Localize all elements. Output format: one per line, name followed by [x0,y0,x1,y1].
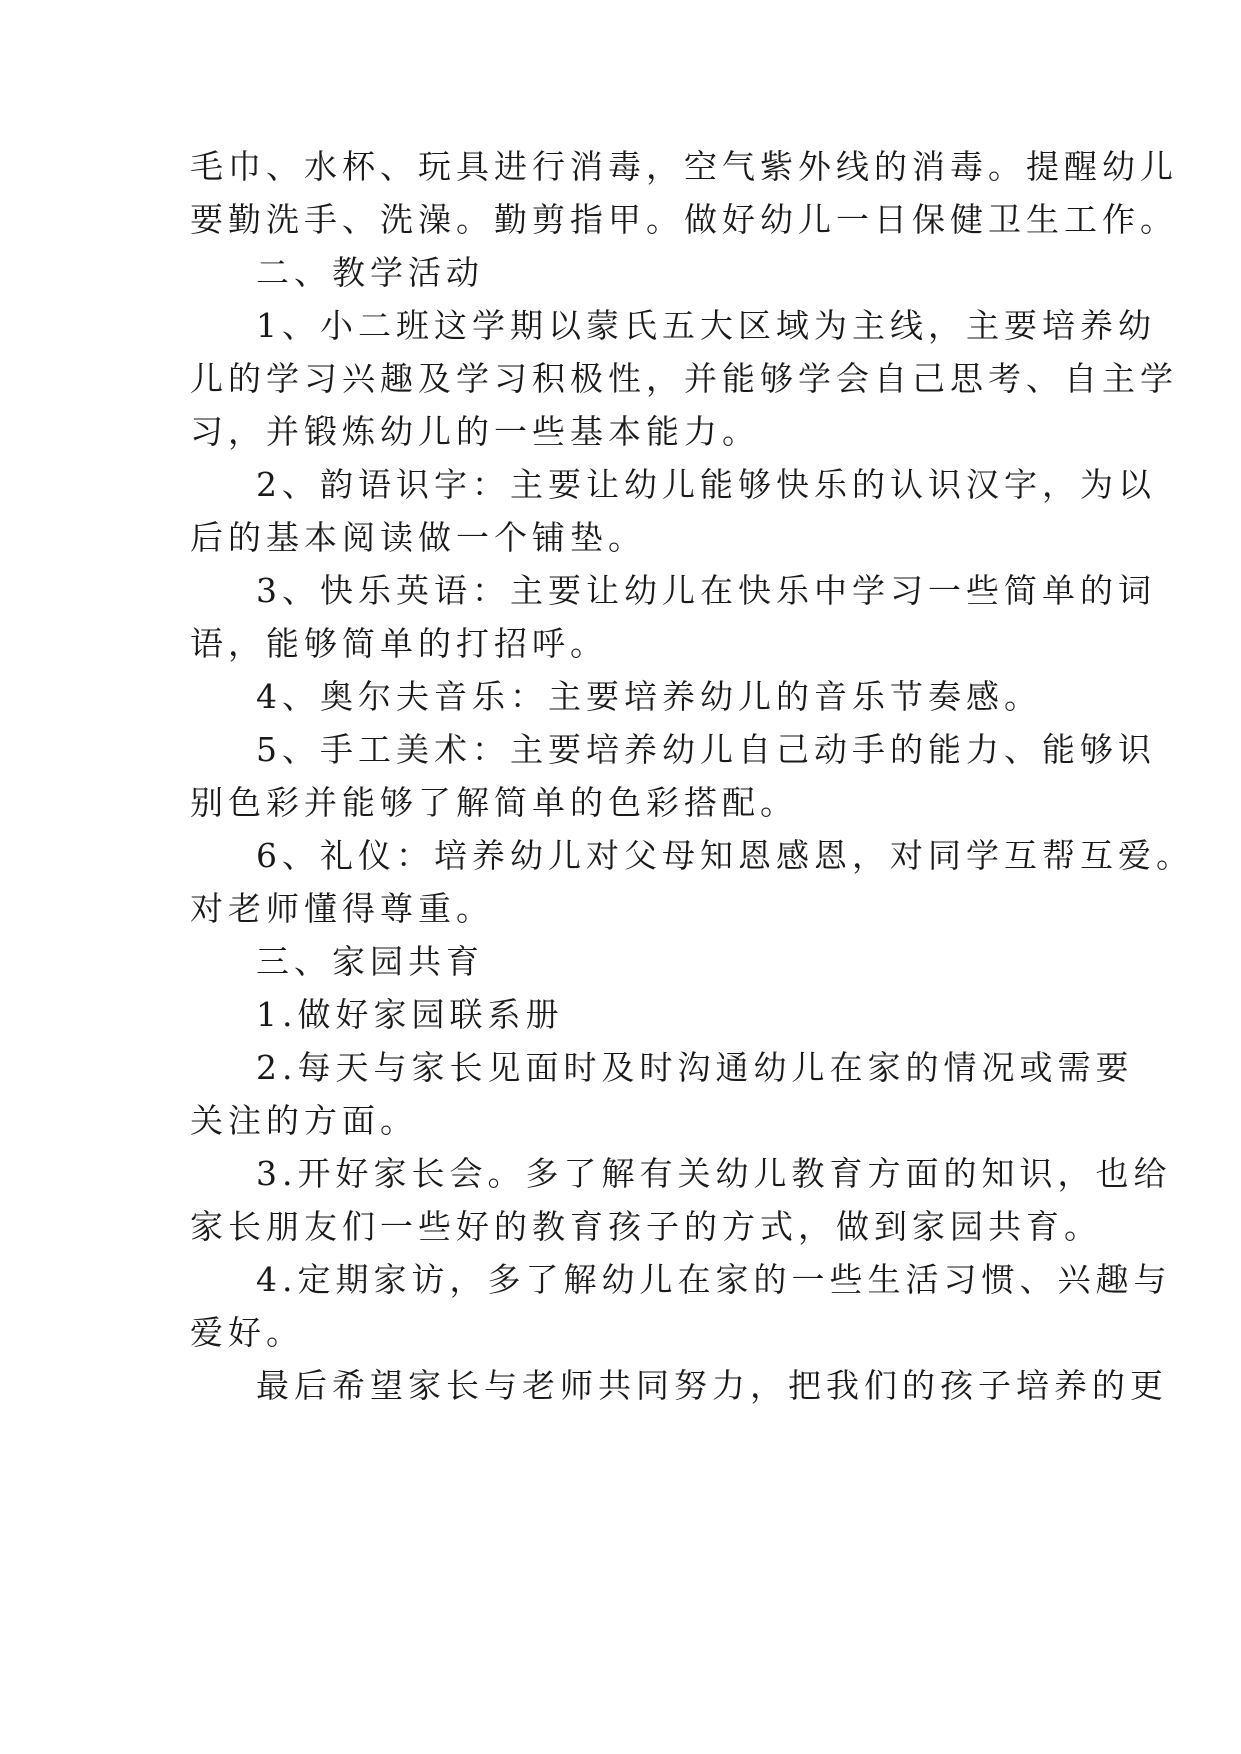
text-line: 后的基本阅读做一个铺垫。 [190,518,646,557]
text-line: 3.开好家长会。多了解有关幼儿教育方面的知识，也给 [256,1154,1172,1193]
text-line: 爱好。 [190,1313,304,1352]
text-line: 最后希望家长与老师共同努力，把我们的孩子培养的更 [256,1366,1168,1405]
text-line: 家长朋友们一些好的教育孩子的方式，做到家园共育。 [190,1207,1102,1246]
text-line: 6、礼仪：培养幼儿对父母知恩感恩，对同学互帮互爱。 [256,836,1194,875]
text-line: 关注的方面。 [190,1101,418,1140]
text-line: 语，能够简单的打招呼。 [190,624,608,663]
text-line: 2、韵语识字：主要让幼儿能够快乐的认识汉字，为以 [256,465,1156,504]
text-line: 毛巾、水杯、玩具进行消毒，空气紫外线的消毒。提醒幼儿 [190,147,1178,186]
text-line: 4.定期家访，多了解幼儿在家的一些生活习惯、兴趣与 [256,1260,1172,1299]
section-heading: 三、家园共育 [256,942,484,981]
text-line: 别色彩并能够了解简单的色彩搭配。 [190,783,798,822]
text-line: 3、快乐英语：主要让幼儿在快乐中学习一些简单的词 [256,571,1156,610]
section-heading: 二、教学活动 [256,253,484,292]
text-line: 5、手工美术：主要培养幼儿自己动手的能力、能够识 [256,730,1156,769]
text-line: 1、小二班这学期以蒙氏五大区域为主线，主要培养幼 [256,306,1156,345]
text-line: 对老师懂得尊重。 [190,889,494,928]
text-line: 1.做好家园联系册 [256,995,564,1034]
text-line: 2.每天与家长见面时及时沟通幼儿在家的情况或需要 [256,1048,1134,1087]
text-line: 习，并锻炼幼儿的一些基本能力。 [190,412,760,451]
text-line: 4、奥尔夫音乐：主要培养幼儿的音乐节奏感。 [256,677,1042,716]
text-line: 儿的学习兴趣及学习积极性，并能够学会自己思考、自主学 [190,359,1178,398]
text-line: 要勤洗手、洗澡。勤剪指甲。做好幼儿一日保健卫生工作。 [190,200,1178,239]
